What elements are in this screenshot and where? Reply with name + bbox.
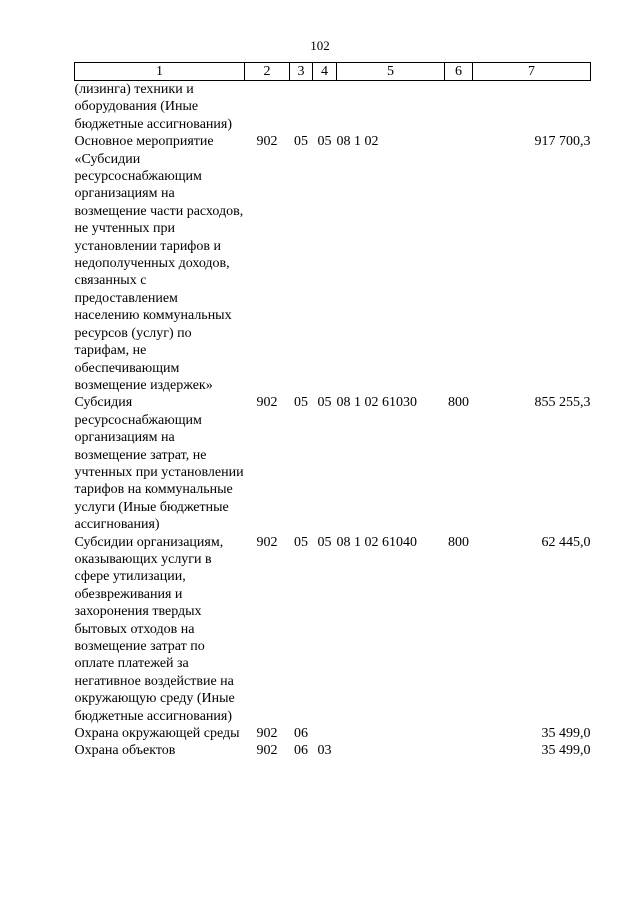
- table-row: [75, 725, 591, 742]
- row-admin: 902: [256, 134, 278, 150]
- row-name: Охрана окружающей среды: [74, 726, 240, 742]
- row-subsection: 05: [317, 134, 332, 150]
- row-name: Субсидии организациям, оказывающих услуги в сфере утилизации, обезвреживания и захоронения твердых бытовых отходов на возмещение затрат по оплате платежей за негативное воздействие на окружающую среду (Иные бюджетные ассигнования): [74, 534, 235, 724]
- row-expense-type: [445, 81, 473, 134]
- row-subsection: 05: [317, 395, 332, 411]
- row-expense-type: [445, 133, 473, 394]
- table-row: [75, 534, 591, 725]
- row-name: Субсидия ресурсоснабжающим организациям на возмещение затрат, не учтенных при установлении тарифов на коммунальные услуги (Иные бюджетные ассигнования): [74, 395, 244, 533]
- row-expense-type: [445, 725, 473, 742]
- row-section: 05: [294, 134, 308, 150]
- table-header-row: [75, 63, 591, 81]
- row-expense-type: [445, 742, 473, 759]
- row-admin: 902: [256, 395, 278, 411]
- row-admin: 902: [256, 726, 278, 742]
- row-amount: 35 499,0: [541, 726, 591, 742]
- row-section: 06: [294, 743, 308, 759]
- row-name: Охрана объектов: [74, 743, 176, 759]
- row-amount: 35 499,0: [541, 743, 591, 759]
- row-name: (лизинга) техники и оборудования (Иные бюджетные ассигнования): [74, 82, 233, 132]
- row-target: [337, 725, 445, 742]
- table-row: [75, 81, 591, 134]
- row-section: [290, 81, 313, 134]
- header-col-1: 1: [75, 63, 245, 81]
- page-number: 102: [310, 38, 330, 53]
- row-amount: 62 445,0: [541, 534, 591, 550]
- row-subsection: [313, 81, 337, 134]
- row-subsection: 05: [317, 534, 332, 550]
- row-amount: 917 700,3: [534, 134, 591, 150]
- row-amount: [473, 81, 591, 134]
- row-target: [337, 742, 445, 759]
- header-col-7: 7: [473, 63, 591, 81]
- budget-table: [74, 62, 591, 760]
- header-col-3: 3: [290, 63, 313, 81]
- row-section: 06: [294, 726, 308, 742]
- row-section: 05: [294, 534, 308, 550]
- row-target: 08 1 02: [336, 134, 379, 150]
- row-target: 08 1 02 61040: [336, 534, 417, 550]
- row-admin: [245, 81, 290, 134]
- row-target: [337, 81, 445, 134]
- row-amount: 855 255,3: [534, 395, 591, 411]
- header-col-6: 6: [445, 63, 473, 81]
- table-row: [75, 394, 591, 533]
- row-name: Основное мероприятие «Субсидии ресурсоснабжающим организациям на возмещение части расходов, не учтенных при установлении тарифов и недополученных доходов, связанных с предоставлением населению коммунальных ресурсов (услуг) по тарифам, не обеспечивающим возмещение издержек»: [74, 134, 244, 393]
- row-admin: 902: [256, 534, 278, 550]
- header-col-5: 5: [337, 63, 445, 81]
- table-row: [75, 133, 591, 394]
- row-admin: 902: [256, 743, 278, 759]
- row-target: 08 1 02 61030: [336, 395, 417, 411]
- row-expense-type: 800: [448, 395, 469, 411]
- row-section: 05: [294, 395, 308, 411]
- row-subsection: 03: [317, 743, 332, 759]
- table-row: [75, 742, 591, 759]
- row-expense-type: 800: [448, 534, 469, 550]
- row-subsection: [313, 725, 337, 742]
- header-col-2: 2: [245, 63, 290, 81]
- header-col-4: 4: [313, 63, 337, 81]
